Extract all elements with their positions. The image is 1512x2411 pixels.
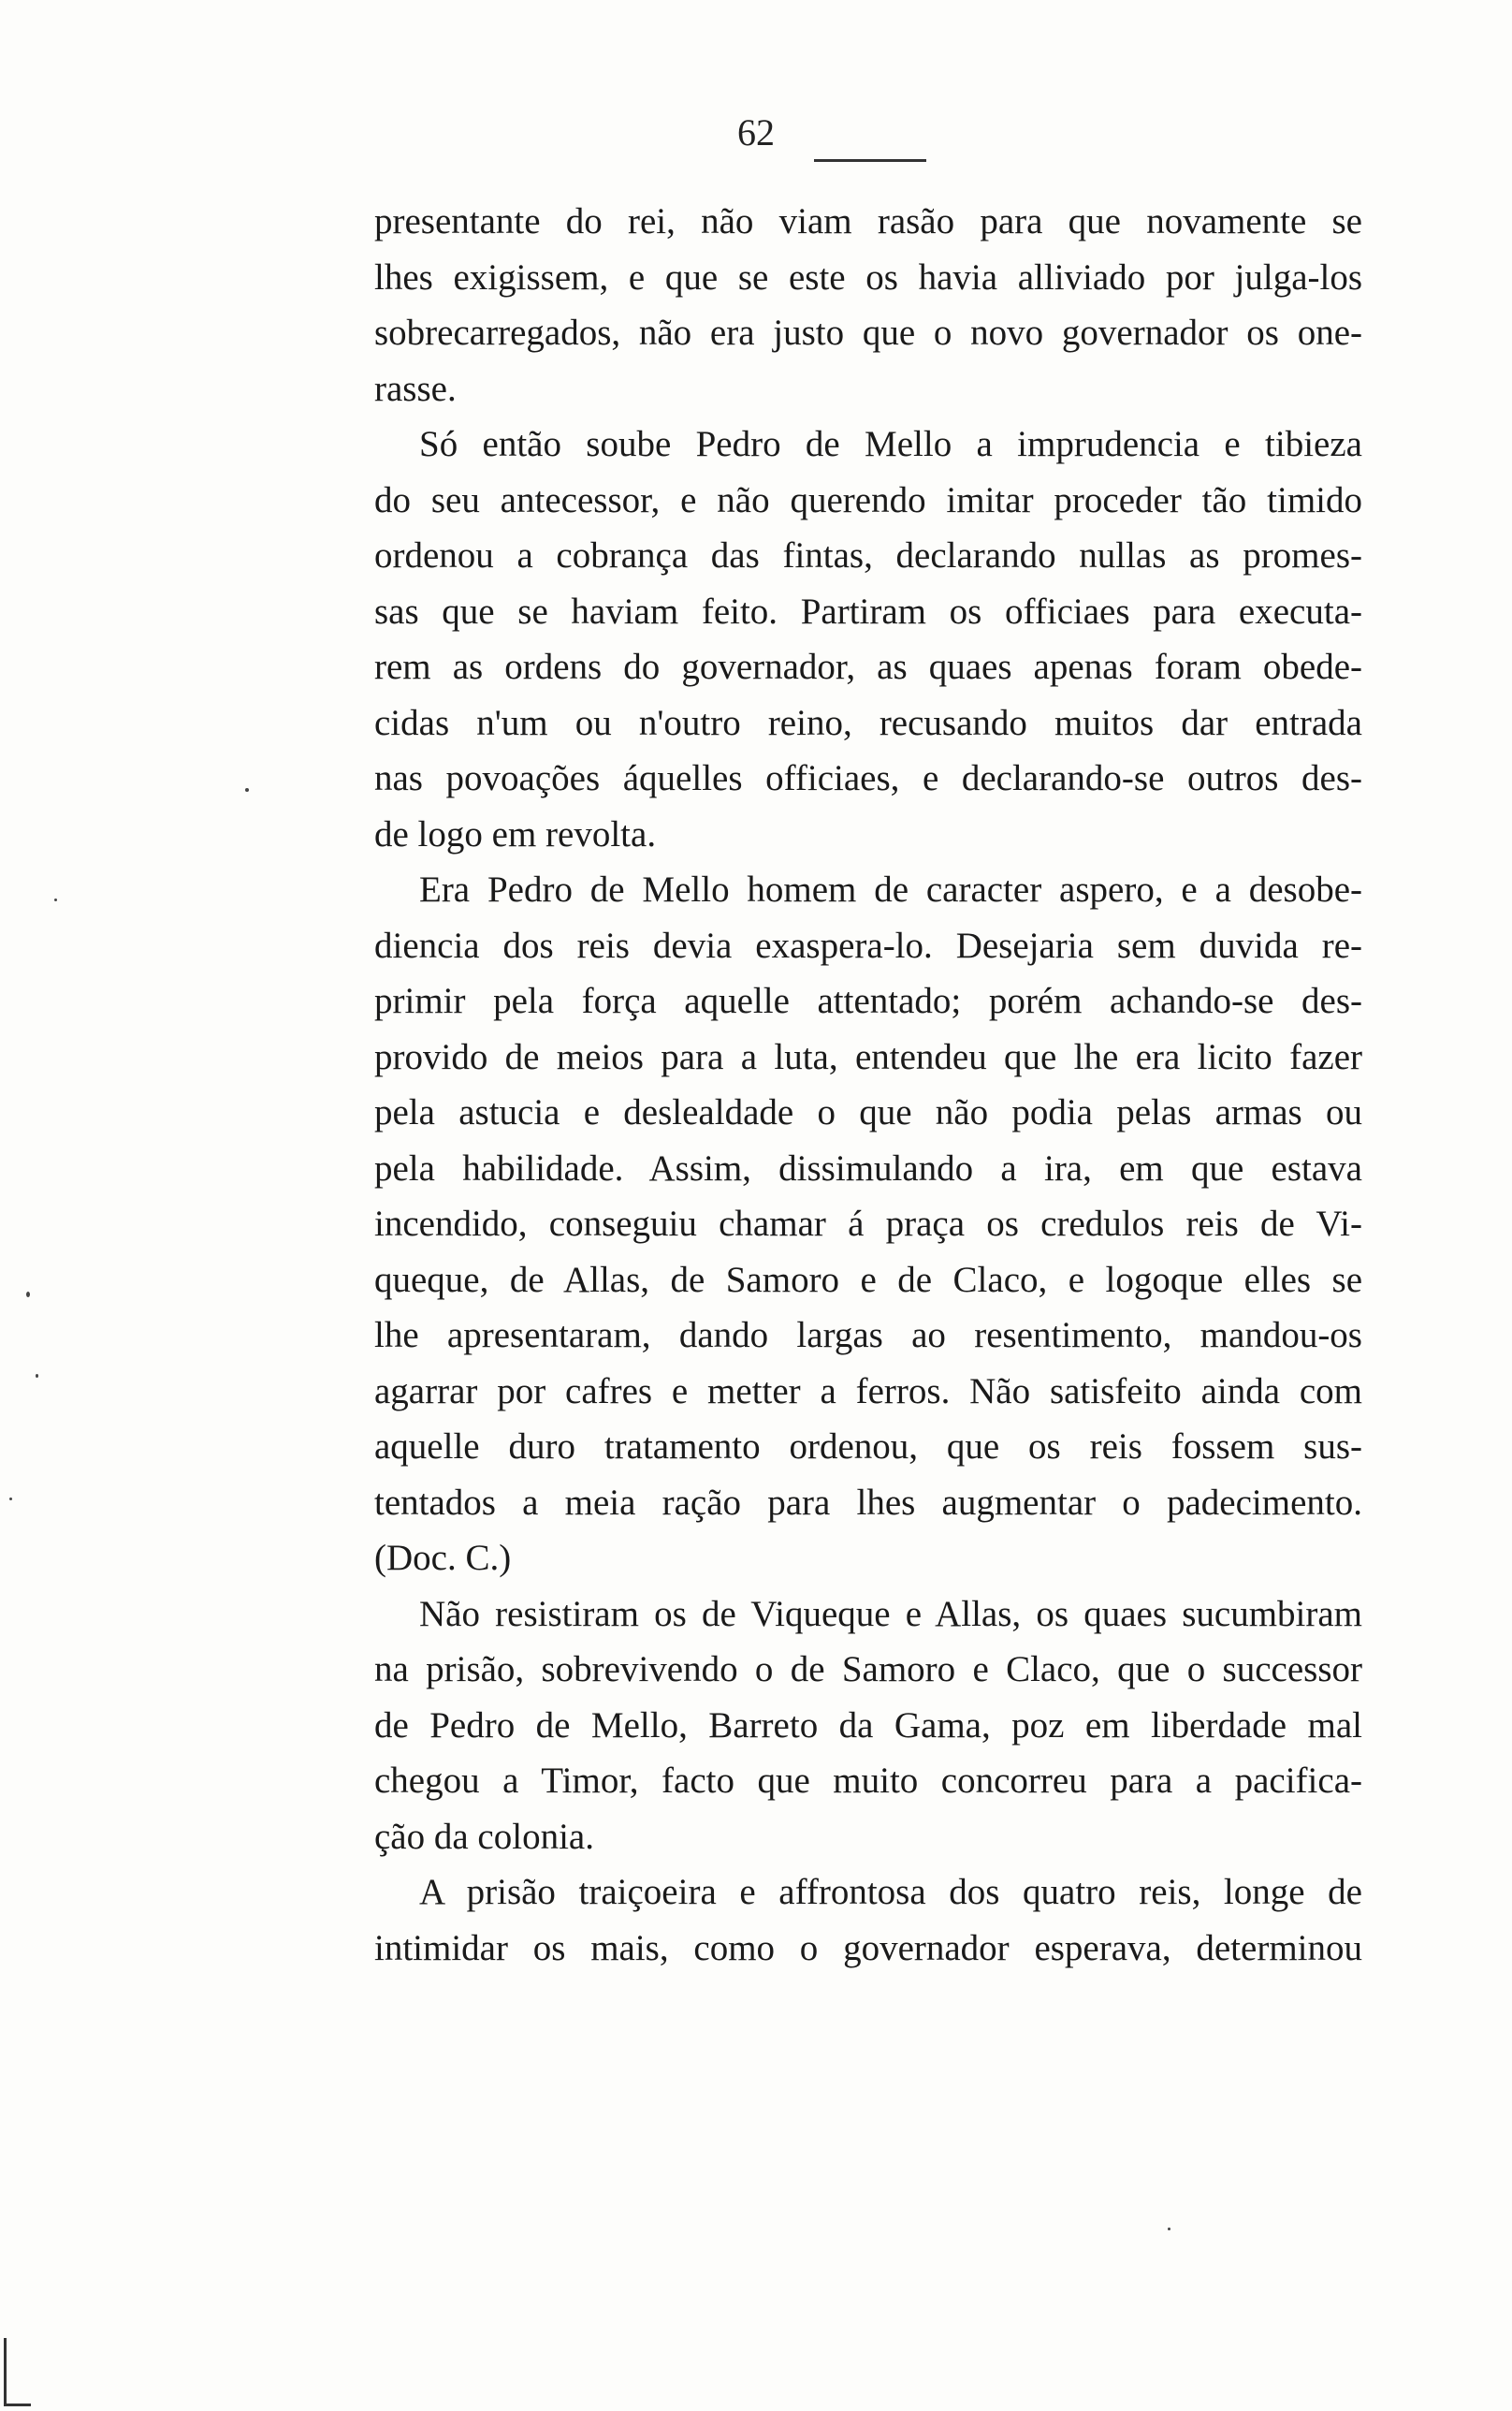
scan-speck xyxy=(36,1374,38,1378)
page-number: 62 xyxy=(737,111,775,153)
text-line: queque, de Allas, de Samoro e de Claco, e logoque elles se xyxy=(374,1259,1362,1300)
text-line: (Doc. C.) xyxy=(374,1538,512,1578)
text-line: A prisão traiçoeira e affrontosa dos quatro reis, longe de xyxy=(419,1872,1362,1912)
scan-speck xyxy=(54,899,57,901)
scan-speck xyxy=(26,1292,30,1297)
text-line: pela astucia e deslealdade o que não podia pelas armas ou xyxy=(374,1092,1362,1132)
text-line: de Pedro de Mello, Barreto da Gama, poz em liberdade mal xyxy=(374,1704,1362,1746)
text-line: ordenou a cobrança das fintas, declarando nullas as promes- xyxy=(374,535,1362,576)
text-line: sobrecarregados, não era justo que o novo governador os one- xyxy=(374,313,1362,353)
text-line: lhe apresentaram, dando largas ao resentimento, mandou-os xyxy=(374,1315,1362,1355)
scan-speck xyxy=(9,1498,12,1500)
text-line: provido de meios para a luta, entendeu que lhe era licito fazer xyxy=(374,1036,1362,1077)
text-line: do seu antecessor, e não querendo imitar proceder tão timido xyxy=(374,479,1362,520)
text-line: agarrar por cafres e metter a ferros. Não satisfeito ainda com xyxy=(374,1370,1362,1411)
text-line: nas povoações áquelles officiaes, e declarando-se outros des- xyxy=(374,758,1362,798)
text-line: Não resistiram os de Viqueque e Allas, os quaes sucumbiram xyxy=(419,1593,1362,1634)
text-line: primir pela força aquelle attentado; porém achando-se des- xyxy=(374,981,1362,1021)
text-line: chegou a Timor, facto que muito concorreu para a pacifica- xyxy=(374,1761,1362,1801)
scan-speck xyxy=(1168,2228,1170,2230)
text-line: lhes exigissem, e que se este os havia alliviado por julga-los xyxy=(374,256,1362,298)
paragraph xyxy=(374,416,1362,862)
text-line: ção da colonia. xyxy=(374,1816,594,1857)
text-line: presentante do rei, não viam rasão para que novamente se xyxy=(374,201,1362,241)
text-line: incendido, conseguiu chamar á praça os credulos reis de Vi- xyxy=(374,1204,1362,1244)
text-line: pela habilidade. Assim, dissimulando a ira, em que estava xyxy=(374,1147,1362,1189)
paragraph xyxy=(374,194,1362,416)
scan-speck xyxy=(245,788,249,792)
paragraph xyxy=(374,1586,1362,1865)
body-text xyxy=(374,194,1362,1976)
text-line: diencia dos reis devia exaspera-lo. Desejaria sem duvida re- xyxy=(374,925,1362,966)
text-line: cidas n'um ou n'outro reino, recusando muitos dar entrada xyxy=(374,702,1362,743)
text-line: tentados a meia ração para lhes augmentar o padecimento. xyxy=(374,1482,1362,1523)
text-line: intimidar os mais, como o governador esperava, determinou xyxy=(374,1927,1362,1968)
text-line: rem as ordens do governador, as quaes apenas foram obede- xyxy=(374,647,1362,687)
text-line: Só então soube Pedro de Mello a imprudencia e tibieza xyxy=(419,424,1362,464)
text-line: aquelle duro tratamento ordenou, que os reis fossem sus- xyxy=(374,1426,1362,1467)
text-line: rasse. xyxy=(374,368,457,409)
text-line: de logo em revolta. xyxy=(374,813,657,855)
scan-edge-mark xyxy=(4,2338,31,2406)
text-line: na prisão, sobrevivendo o de Samoro e Claco, que o successor xyxy=(374,1649,1362,1689)
page-number-rule xyxy=(814,159,926,162)
text-line: Era Pedro de Mello homem de caracter aspero, e a desobe- xyxy=(419,869,1362,910)
paragraph xyxy=(374,862,1362,1586)
text-line: sas que se haviam feito. Partiram os officiaes para executa- xyxy=(374,591,1362,632)
paragraph xyxy=(374,1864,1362,1976)
